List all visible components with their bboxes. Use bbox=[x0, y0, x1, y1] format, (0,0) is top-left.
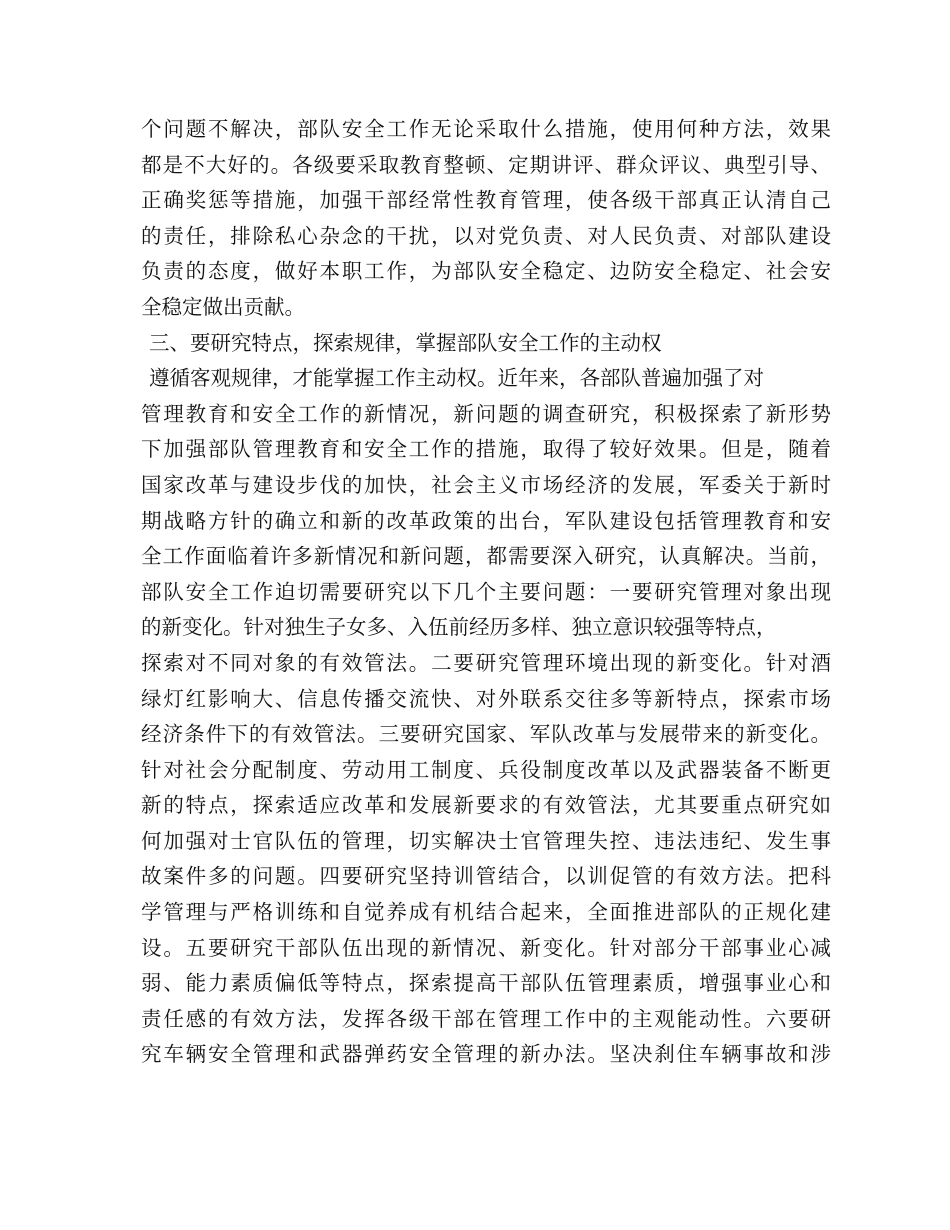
text-line: 全稳定做出贡献。 bbox=[141, 294, 305, 319]
text-line: 针对社会分配制度、劳动用工制度、兵役制度改革以及武器装备不断更 bbox=[141, 757, 831, 782]
text-line: 的新变化。针对独生子女多、入伍前经历多样、独立意识较强等特点， bbox=[141, 615, 777, 640]
text-line: 故案件多的问题。四要研究坚持训管结合，以训促管的有效方法。把科 bbox=[141, 864, 831, 889]
text-line: 部队安全工作迫切需要研究以下几个主要问题：一要研究管理对象出现 bbox=[141, 579, 831, 604]
text-line: 全工作面临着许多新情况和新问题，都需要深入研究，认真解决。当前， bbox=[141, 544, 831, 569]
body-text bbox=[141, 112, 831, 1073]
text-line: 的责任，排除私心杂念的干扰，以对党负责、对人民负责、对部队建设 bbox=[141, 223, 831, 248]
text-line: 管理教育和安全工作的新情况，新问题的调查研究，积极探索了新形势 bbox=[141, 401, 831, 426]
text-line: 国家改革与建设步伐的加快，社会主义市场经济的发展，军委关于新时 bbox=[141, 472, 831, 497]
text-line: 弱、能力素质偏低等特点，探索提高干部队伍管理素质，增强事业心和 bbox=[141, 971, 831, 996]
text-line: 新的特点，探索适应改革和发展新要求的有效管法，尤其要重点研究如 bbox=[141, 793, 831, 818]
text-line: 期战略方针的确立和新的改革政策的出台，军队建设包括管理教育和安 bbox=[141, 508, 831, 533]
section-heading: 三、要研究特点，探索规律，掌握部队安全工作的主动权 bbox=[149, 330, 662, 355]
text-line: 绿灯红影响大、信息传播交流快、对外联系交往多等新特点，探索市场 bbox=[141, 686, 831, 711]
text-line: 负责的态度，做好本职工作，为部队安全稳定、边防安全稳定、社会安 bbox=[141, 259, 831, 284]
text-line: 探索对不同对象的有效管法。二要研究管理环境出现的新变化。针对酒 bbox=[141, 650, 831, 675]
text-line: 下加强部队管理教育和安全工作的措施，取得了较好效果。但是，随着 bbox=[141, 437, 831, 462]
text-line: 设。五要研究干部队伍出现的新情况、新变化。针对部分干部事业心减 bbox=[141, 935, 831, 960]
text-line: 个问题不解决，部队安全工作无论采取什么措施，使用何种方法，效果 bbox=[141, 117, 831, 141]
text-line: 究车辆安全管理和武器弹药安全管理的新办法。坚决刹住车辆事故和涉 bbox=[141, 1042, 831, 1067]
text-line: 遵循客观规律，才能掌握工作主动权。近年来，各部队普遍加强了对 bbox=[149, 366, 764, 391]
text-line: 都是不大好的。各级要采取教育整顿、定期讲评、群众评议、典型引导、 bbox=[141, 152, 831, 177]
text-line: 正确奖惩等措施，加强干部经常性教育管理，使各级干部真正认清自己 bbox=[141, 188, 831, 213]
text-line: 何加强对士官队伍的管理，切实解决士官管理失控、违法违纪、发生事 bbox=[141, 828, 831, 853]
text-line: 经济条件下的有效管法。三要研究国家、军队改革与发展带来的新变化。 bbox=[141, 722, 831, 747]
text-line: 学管理与严格训练和自觉养成有机结合起来，全面推进部队的正规化建 bbox=[141, 900, 831, 925]
text-line: 责任感的有效方法，发挥各级干部在管理工作中的主观能动性。六要研 bbox=[141, 1006, 831, 1031]
